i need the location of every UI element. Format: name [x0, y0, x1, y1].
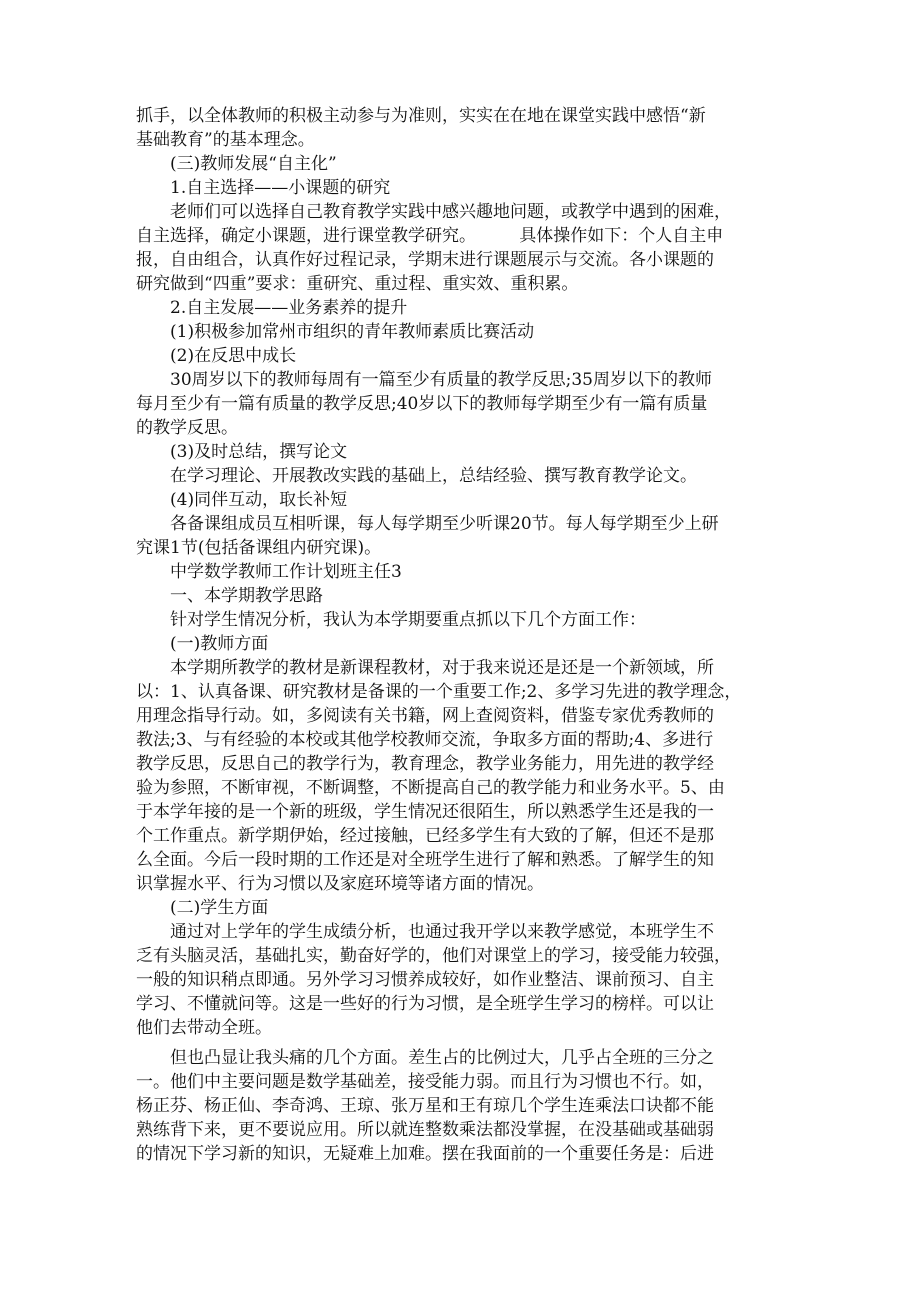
text-line: 1.自主选择——小课题的研究	[170, 178, 391, 198]
text-line: 针对学生情况分析，我认为本学期要重点抓以下几个方面工作：	[170, 610, 646, 630]
text-line: 本学期所教学的教材是新课程教材，对于我来说还是还是一个新领域，所	[170, 658, 714, 678]
text-line: 通过对上学年的学生成绩分析，也通过我开学以来教学感觉，本班学生不	[170, 922, 714, 942]
text-line: 于本学年接的是一个新的班级，学生情况还很陌生，所以熟悉学生还是我的一	[136, 802, 714, 822]
text-line: 个工作重点。新学期伊始，经过接触，已经多学生有大致的了解，但还不是那	[136, 826, 714, 846]
text-line: 2.自主发展——业务素养的提升	[170, 298, 408, 318]
text-line: 熟练背下来，更不要说应用。所以就连整数乘法都没掌握，在没基础或基础弱	[136, 1120, 714, 1140]
text-line: 以：1、认真备课、研究教材是备课的一个重要工作;2、多学习先进的教学理念，	[136, 682, 742, 702]
text-line: 抓手，以全体教师的积极主动参与为准则，实实在在地在课堂实践中感悟“新	[136, 106, 706, 126]
text-line: 中学数学教师工作计划班主任3	[170, 562, 402, 582]
text-line: 杨正芬、杨正仙、李奇鸿、王琼、张万星和王有琼几个学生连乘法口诀都不能	[136, 1096, 714, 1116]
text-line: (2)在反思中成长	[170, 346, 297, 366]
text-line: 30周岁以下的教师每周有一篇至少有质量的教学反思;35周岁以下的教师	[170, 370, 712, 390]
text-line: 他们去带动全班。	[136, 1018, 272, 1038]
text-line: (4)同伴互动，取长补短	[170, 490, 348, 510]
text-line: 的情况下学习新的知识，无疑难上加难。摆在我面前的一个重要任务是：后进	[136, 1144, 714, 1164]
text-line: (二)学生方面	[170, 898, 269, 918]
text-line: (3)及时总结，撰写论文	[170, 442, 348, 462]
text-line: 么全面。今后一段时期的工作还是对全班学生进行了解和熟悉。了解学生的知	[136, 850, 714, 870]
text-line: 教学反思，反思自己的教学行为，教育理念，教学业务能力，用先进的教学经	[136, 754, 714, 774]
text-line: 一般的知识稍点即通。另外学习习惯养成较好，如作业整洁、课前预习、自主	[136, 970, 714, 990]
text-line: 一、本学期教学思路	[170, 586, 323, 606]
text-line: (1)积极参加常州市组织的青年教师素质比赛活动	[170, 322, 535, 342]
text-line: 教法;3、与有经验的本校或其他学校教师交流，争取多方面的帮助;4、多进行	[136, 730, 714, 750]
text-line: (三)教师发展“自主化”	[170, 154, 337, 174]
text-line: 的教学反思。	[136, 418, 238, 438]
text-line: 每月至少有一篇有质量的教学反思;40岁以下的教师每学期至少有一篇有质量	[136, 394, 708, 414]
text-line: 用理念指导行动。如，多阅读有关书籍，网上查阅资料，借鉴专家优秀教师的	[136, 706, 714, 726]
text-line: 学习、不懂就问等。这是一些好的行为习惯，是全班学生学习的榜样。可以让	[136, 994, 714, 1014]
text-line: 究课1节(包括备课组内研究课)。	[136, 538, 382, 558]
text-line: 研究做到“四重”要求：重研究、重过程、重实效、重积累。	[136, 274, 579, 294]
text-line: 在学习理论、开展教改实践的基础上，总结经验、撰写教育教学论文。	[170, 466, 697, 486]
text-line: 基础教育”的基本理念。	[136, 130, 315, 150]
text-line: 识掌握水平、行为习惯以及家庭环境等诸方面的情况。	[136, 874, 544, 894]
text-line: 自主选择，确定小课题，进行课堂教学研究。 具体操作如下：个人自主申	[136, 226, 724, 246]
text-line: 但也凸显让我头痛的几个方面。差生占的比例过大，几乎占全班的三分之	[170, 1048, 714, 1068]
text-line: (一)教师方面	[170, 634, 269, 654]
text-line: 老师们可以选择自己教育教学实践中感兴趣地问题，或教学中遇到的困难，	[170, 202, 731, 222]
text-line: 各备课组成员互相听课，每人每学期至少听课20节。每人每学期至少上研	[170, 514, 719, 534]
text-line: 报，自由组合，认真作好过程记录，学期末进行课题展示与交流。各小课题的	[136, 250, 714, 270]
text-line: 一。他们中主要问题是数学基础差，接受能力弱。而且行为习惯也不行。如，	[136, 1072, 714, 1092]
document-page	[136, 104, 786, 1166]
text-line: 乏有头脑灵活，基础扎实，勤奋好学的，他们对课堂上的学习，接受能力较强，	[136, 946, 731, 966]
text-line: 验为参照，不断审视，不断调整，不断提高自己的教学能力和业务水平。5、由	[136, 778, 725, 798]
